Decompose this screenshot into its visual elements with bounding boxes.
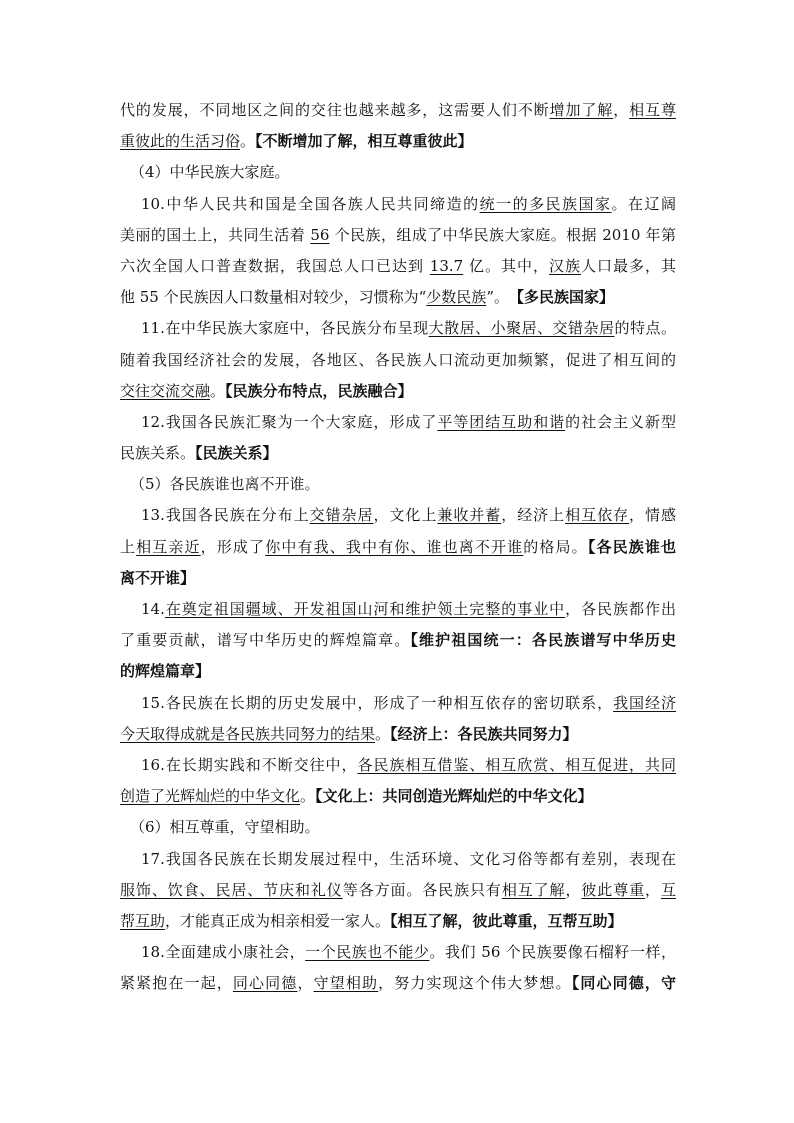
underlined-answer: 各民族相互借鉴、相互欣赏、相互促进，共同 <box>357 755 676 774</box>
text-segment: 10.中华人民共和国是全国各族人民共同缔造的 <box>141 194 480 213</box>
summary-bracket: 【经济上：各民族共同努力】 <box>390 724 578 743</box>
underlined-answer: 统一的多民族国家 <box>479 194 612 213</box>
text-line <box>120 345 676 376</box>
text-line <box>120 376 676 407</box>
underlined-answer: 一个民族也不能少 <box>305 943 430 962</box>
underlined-answer: 守望相助 <box>313 974 379 993</box>
text-segment: 紧紧抱在一起， <box>120 974 233 993</box>
text-segment: 15.各民族在长期的历史发展中，形成了一种相互依存的密切联系， <box>141 693 614 712</box>
text-line <box>120 594 676 625</box>
text-segment: 。 <box>300 787 316 806</box>
summary-bracket: 【维护祖国统一：各民族谱写中华历史 <box>410 631 676 650</box>
underlined-answer: 交错杂居 <box>309 506 374 525</box>
text-segment: ，经济上 <box>501 506 566 525</box>
text-line <box>120 220 676 251</box>
text-segment: ， <box>613 101 630 119</box>
text-segment: 14. <box>141 600 165 618</box>
underlined-answer: 互 <box>660 880 676 899</box>
summary-bracket: 【不断增加了解，相互尊重彼此】 <box>255 132 473 151</box>
underlined-answer: 帮互助 <box>120 911 166 930</box>
summary-bracket: 的辉煌篇章】 <box>120 662 211 681</box>
text-segment: ，努力实现这个伟大梦想。 <box>378 974 572 993</box>
underlined-answer: 我国经济 <box>613 693 676 712</box>
text-line <box>120 844 676 875</box>
text-segment: 随着我国经济社会的发展，各地区、各民族人口流动更加频繁，促进了相互间的 <box>120 350 676 369</box>
underlined-answer: 56 <box>310 225 330 244</box>
underlined-answer: 你中有我、我中有你、谁也离不开谁 <box>265 537 524 556</box>
text-segment: 个民族，组成了中华民族大家庭。根据 2010 年第 <box>329 225 676 244</box>
underlined-answer: 13.7 <box>429 256 464 275</box>
text-segment: 了重要贡献，谱写中华历史的辉煌篇章。 <box>120 631 411 650</box>
text-line <box>120 563 676 594</box>
text-segment: 人口最多，其 <box>580 256 676 275</box>
text-line <box>120 532 676 563</box>
summary-bracket: 离不开谁】 <box>120 568 196 587</box>
text-line <box>120 968 676 999</box>
underlined-answer: 彼此尊重 <box>581 880 646 899</box>
text-line <box>120 126 676 157</box>
underlined-answer: 相互尊 <box>629 101 676 119</box>
summary-bracket: 【多民族国家】 <box>516 288 614 307</box>
summary-bracket: 【文化上：共同创造光辉灿烂的中华文化】 <box>315 787 593 806</box>
text-segment: 民族关系。 <box>120 444 196 463</box>
text-segment: 。我们 56 个民族要像石榴籽一样， <box>429 943 677 962</box>
text-segment: ，形成了 <box>200 537 266 556</box>
text-segment: 代的发展，不同地区之间的交往也越来越多，这需要人们不断 <box>120 101 550 119</box>
text-segment: 的格局。 <box>523 537 588 556</box>
underlined-answer: 在奠定祖国疆域、开发祖国山河和维护领土完整的事业中 <box>164 600 566 618</box>
text-line <box>120 407 676 438</box>
text-segment: 。 <box>240 132 256 151</box>
underlined-answer: 同心同德 <box>232 974 298 993</box>
text-line <box>120 937 676 968</box>
text-segment: （4）中华民族大家庭。 <box>130 163 290 182</box>
underlined-answer: 重彼此的生活习俗 <box>120 132 241 151</box>
text-segment: ，各民族都作出 <box>565 600 676 618</box>
text-segment: （5）各民族谁也离不开谁。 <box>130 475 320 494</box>
underlined-answer: 相互亲近 <box>136 537 201 556</box>
text-line <box>120 251 676 282</box>
text-line <box>120 438 676 469</box>
text-segment: 11.在中华民族大家庭中，各民族分布呈现 <box>141 319 429 338</box>
text-segment: 12.我国各民族汇聚为一个大家庭，形成了 <box>141 412 438 431</box>
text-segment: ，才能真正成为相亲相爱一家人。 <box>165 911 391 930</box>
text-line <box>120 875 676 906</box>
text-line <box>120 500 676 531</box>
summary-bracket: 【各民族谁也 <box>587 537 676 556</box>
summary-bracket: 【民族分布特点，民族融合】 <box>225 381 413 400</box>
text-segment: ，文化上 <box>373 506 438 525</box>
text-line <box>120 625 676 656</box>
text-line <box>120 282 676 313</box>
text-segment: ， <box>297 974 314 993</box>
text-segment: 美丽的国土上，共同生活着 <box>120 225 311 244</box>
underlined-answer: 汉族 <box>548 256 581 275</box>
text-segment: （6）相互尊重，守望相助。 <box>130 818 320 837</box>
underlined-answer: 大散居、小聚居、交错杂居 <box>428 319 615 338</box>
text-segment: 上 <box>120 537 137 556</box>
underlined-answer: 今天取得成就是各民族共同努力的结果 <box>120 724 376 743</box>
text-segment: 亿。其中， <box>463 256 549 275</box>
summary-bracket: 【民族关系】 <box>195 444 278 463</box>
text-segment: 13.我国各民族在分布上 <box>141 506 310 525</box>
text-line <box>120 313 676 344</box>
text-line <box>120 95 676 126</box>
underlined-answer: 相互了解 <box>501 880 566 899</box>
text-line <box>120 189 676 220</box>
text-line <box>120 719 676 750</box>
text-line <box>120 469 676 500</box>
text-segment: ， <box>645 880 661 899</box>
text-line <box>120 750 676 781</box>
text-line <box>120 781 676 812</box>
summary-bracket: 【同心同德，守 <box>571 974 676 993</box>
text-line <box>120 812 676 843</box>
text-segment: ，情感 <box>629 506 676 525</box>
summary-bracket: 【相互了解，彼此尊重，互帮互助】 <box>390 911 623 930</box>
text-segment: 18.全面建成小康社会， <box>141 943 306 962</box>
text-segment: 。 <box>210 381 226 400</box>
text-segment: 他 55 个民族因人口数量相对较少，习惯称为“ <box>120 288 427 307</box>
underlined-answer: 增加了解 <box>549 101 614 119</box>
text-segment: 。 <box>375 724 391 743</box>
text-line <box>120 906 676 937</box>
text-segment: 六次全国人口普查数据，我国总人口已达到 <box>120 256 430 275</box>
underlined-answer: 相互依存 <box>565 506 630 525</box>
text-segment: 的社会主义新型 <box>565 412 676 431</box>
underlined-answer: 兼收并蓄 <box>437 506 502 525</box>
text-line <box>120 688 676 719</box>
document-body <box>120 95 676 999</box>
text-segment: 16.在长期实践和不断交往中， <box>141 755 358 774</box>
text-segment: 。在辽阔 <box>611 194 676 213</box>
text-segment: ”。 <box>486 288 517 307</box>
text-line <box>120 157 676 188</box>
text-segment: ， <box>565 880 582 899</box>
underlined-answer: 少数民族 <box>426 288 487 307</box>
underlined-answer: 交往交流交融 <box>120 381 211 400</box>
underlined-answer: 创造了光辉灿烂的中华文化 <box>120 787 301 806</box>
underlined-answer: 平等团结互助和谐 <box>437 412 566 431</box>
text-line <box>120 656 676 687</box>
underlined-answer: 服饰、饮食、民居、节庆和礼仪 <box>120 880 343 899</box>
text-segment: 等各方面。各民族只有 <box>342 880 502 899</box>
text-segment: 17.我国各民族在长期发展过程中，生活环境、文化习俗等都有差别，表现在 <box>141 849 676 868</box>
text-segment: 的特点。 <box>614 319 676 338</box>
